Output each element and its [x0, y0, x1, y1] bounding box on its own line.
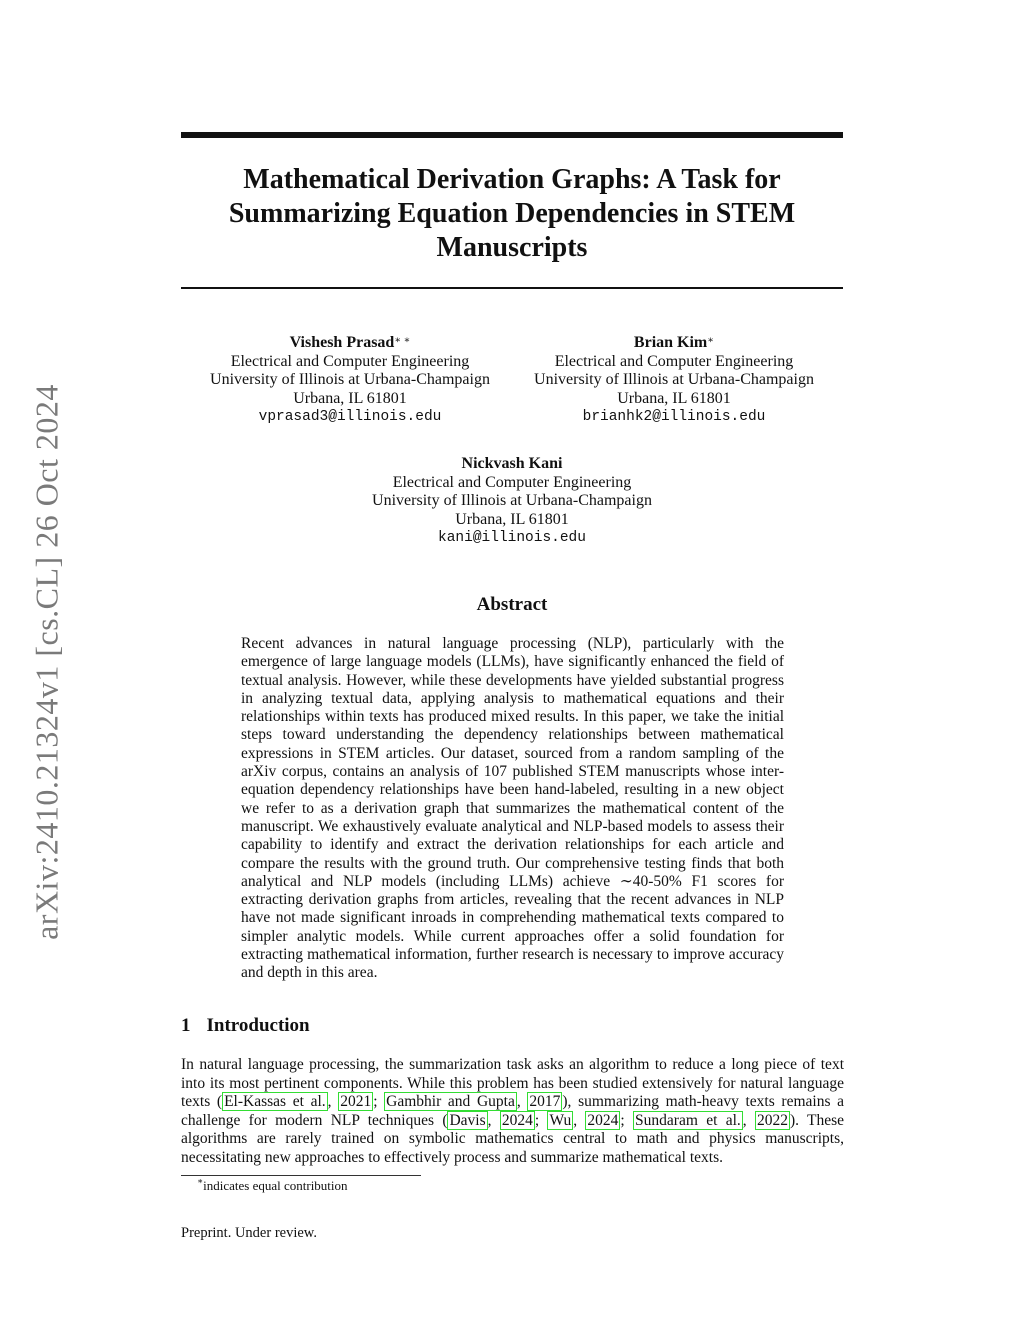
author-marker: ∗ ∗ — [394, 335, 411, 346]
section-title: Introduction — [206, 1015, 310, 1036]
author-block — [190, 334, 510, 427]
citation-link[interactable]: 2022 — [756, 1111, 788, 1129]
author-name: Brian Kim∗ — [633, 334, 715, 351]
citation-link[interactable]: 2024 — [501, 1111, 533, 1129]
preprint-notice: Preprint. Under review. — [181, 1225, 317, 1241]
citation-link[interactable]: Gambhir and Gupta — [386, 1093, 515, 1110]
paper-title — [181, 163, 843, 265]
title-line: Summarizing Equation Dependencies in STEM — [228, 198, 796, 229]
citation-link[interactable]: Wu — [549, 1111, 572, 1129]
author-university: University of Illinois at Urbana-Champaign — [534, 371, 814, 388]
author-university: University of Illinois at Urbana-Champaign — [372, 492, 652, 509]
author-university: University of Illinois at Urbana-Champaign — [210, 371, 490, 388]
author-email: brianhk2@illinois.edu — [582, 409, 766, 425]
abstract-body: Recent advances in natural language processing (NLP), particularly with the emergence of large language models (LLMs), have significantly enhanced the field of textual analysis. However, while these developments have yielded substantial progress in analyzing textual data, applying analysis to mathematical equations and their relationships within texts has produced mixed results. In this paper, we take the initial steps toward understanding the dependency relationships between mathematical expressions in STEM articles. Our dataset, sourced from a random sampling of the arXiv corpus, contains an analysis of 107 published STEM manuscripts whose inter-equation dependency relationships have been hand-labeled, resulting in a new object we refer to as a derivation graph that summarizes the mathematical content of the manuscript. We exhaustively evaluate analytical and NLP-based models to assess their capability to identify and extract the derivation relationships for each article and compare the results with the ground truth. Our comprehensive testing finds that both analytical and NLP models (including LLMs) achieve ∼40-50% F1 scores for extracting derivation graphs from articles, revealing that the recent advances in NLP have not made significant inroads in comprehending mathematical texts compared to simpler analytic models. While current approaches offer a solid foundation for extracting mathematical information, further research is necessary to improve accuracy and depth in this area. — [241, 635, 784, 982]
title-line: Manuscripts — [436, 232, 588, 263]
author-department: Electrical and Computer Engineering — [554, 352, 794, 370]
section-number: 1 — [181, 1015, 191, 1036]
author-name: Vishesh Prasad∗ ∗ — [289, 334, 411, 351]
author-city: Urbana, IL 61801 — [455, 510, 569, 528]
author-block — [514, 334, 834, 427]
author-city: Urbana, IL 61801 — [617, 389, 731, 407]
footnote — [197, 1178, 348, 1194]
citation-link[interactable]: Sundaram et al. — [635, 1111, 741, 1129]
arxiv-identifier: arXiv:2410.21324v1 [cs.CL] 26 Oct 2024 — [28, 384, 65, 940]
citation-link[interactable]: 2024 — [587, 1111, 619, 1129]
citation-link[interactable]: 2017 — [529, 1093, 561, 1110]
citation-link[interactable]: El-Kassas et al. — [224, 1093, 326, 1110]
author-department: Electrical and Computer Engineering — [230, 352, 470, 370]
author-email: vprasad3@illinois.edu — [258, 409, 442, 425]
author-block — [352, 455, 672, 548]
author-name: Nickvash Kani — [461, 455, 563, 472]
footnote-rule — [181, 1175, 421, 1176]
section-heading-introduction — [181, 1015, 310, 1037]
author-marker: ∗ — [707, 335, 715, 346]
author-email: kani@illinois.edu — [438, 530, 586, 546]
footnote-marker: ∗ — [197, 1176, 204, 1186]
citation-link[interactable]: 2021 — [340, 1093, 372, 1110]
footnote-text: indicates equal contribution — [203, 1178, 348, 1193]
introduction-body: In natural language processing, the summarization task asks an algorithm to reduce a long piece of text into its most pertinent components. While this problem has been studied extensively for natural language texts ( El-Kassas et al. , 2021 ; Gambhir and Gupta , 2017 ), summarizing math-heavy texts remains a challenge for modern NLP techniques ( Davis , 2024 ; Wu , 2024 ; Sundaram et al. , 2022 ). These algorithms are rarely trained on symbolic mathematics central to math and physics manuscripts, necessitating new approaches to effectively process and summarize mathematical texts. — [181, 1056, 845, 1166]
abstract-heading: Abstract — [476, 594, 548, 615]
author-department: Electrical and Computer Engineering — [392, 473, 632, 491]
title-line: Mathematical Derivation Graphs: A Task for — [243, 164, 781, 195]
citation-link[interactable]: Davis — [449, 1111, 486, 1129]
title-bottom-rule — [181, 287, 843, 289]
author-city: Urbana, IL 61801 — [293, 389, 407, 407]
title-top-rule — [181, 132, 843, 138]
